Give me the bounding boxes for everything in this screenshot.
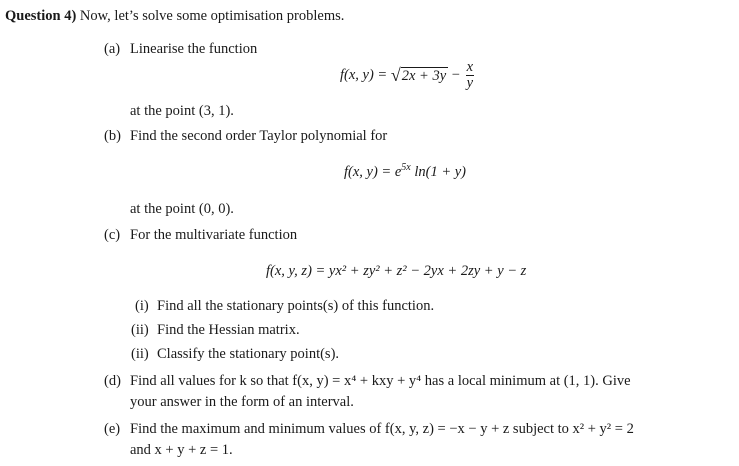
part-d-label: (d)	[104, 373, 121, 389]
part-a-radicand: 2x + 3y	[401, 68, 447, 85]
part-c-sub-2-label: (ii)	[131, 322, 149, 338]
part-a-frac-num: x	[466, 59, 474, 76]
part-c-text: For the multivariate function	[130, 227, 298, 243]
part-c-sub-2-text: Find the Hessian matrix.	[157, 322, 300, 338]
part-a-fraction	[466, 60, 474, 91]
question-label: Question 4)	[5, 8, 77, 24]
part-b-after: at the point (0, 0).	[130, 201, 234, 217]
question-header	[5, 7, 344, 25]
part-d-line-2: your answer in the form of an interval.	[130, 394, 354, 410]
part-a-formula	[340, 60, 476, 91]
part-b-formula-pre: f(x, y) = e	[344, 164, 402, 180]
part-c-formula: f(x, y, z) = yx² + zy² + z² − 2yx + 2zy + y − z	[266, 263, 527, 279]
part-c-sub-3-text: Classify the stationary point(s).	[157, 346, 340, 362]
part-a-minus: −	[451, 67, 460, 83]
part-e-label: (e)	[104, 421, 121, 437]
part-a-label: (a)	[104, 41, 121, 57]
part-c-sub-3-label: (ii)	[131, 346, 149, 362]
part-b-formula-post: ln(1 + y)	[410, 164, 467, 180]
part-b-text: Find the second order Taylor polynomial for	[130, 128, 388, 144]
part-e-line-1: Find the maximum and minimum values of f(x, y, z) = −x − y + z subject to x² + y² = 2	[130, 421, 634, 437]
part-b-formula-exp: 5x	[401, 162, 411, 173]
part-b-formula	[344, 163, 466, 181]
question-intro: Now, let’s solve some optimisation problems.	[79, 8, 345, 24]
part-c-sub-1-text: Find all the stationary points(s) of this function.	[157, 298, 435, 314]
part-a-after: at the point (3, 1).	[130, 103, 234, 119]
sqrt-symbol: √2x + 3y	[390, 65, 447, 86]
part-c-label: (c)	[104, 227, 121, 243]
part-b-label: (b)	[104, 128, 121, 144]
part-e-line-2: and x + y + z = 1.	[130, 442, 233, 458]
part-a-formula-lhs: f(x, y) =	[340, 67, 391, 83]
part-d-line-1: Find all values for k so that f(x, y) = x⁴ + kxy + y⁴ has a local minimum at (1, 1). Give	[130, 373, 631, 389]
part-a-text: Linearise the function	[130, 41, 258, 57]
part-c-sub-1-label: (i)	[135, 298, 149, 314]
part-a-frac-den: y	[466, 75, 474, 92]
